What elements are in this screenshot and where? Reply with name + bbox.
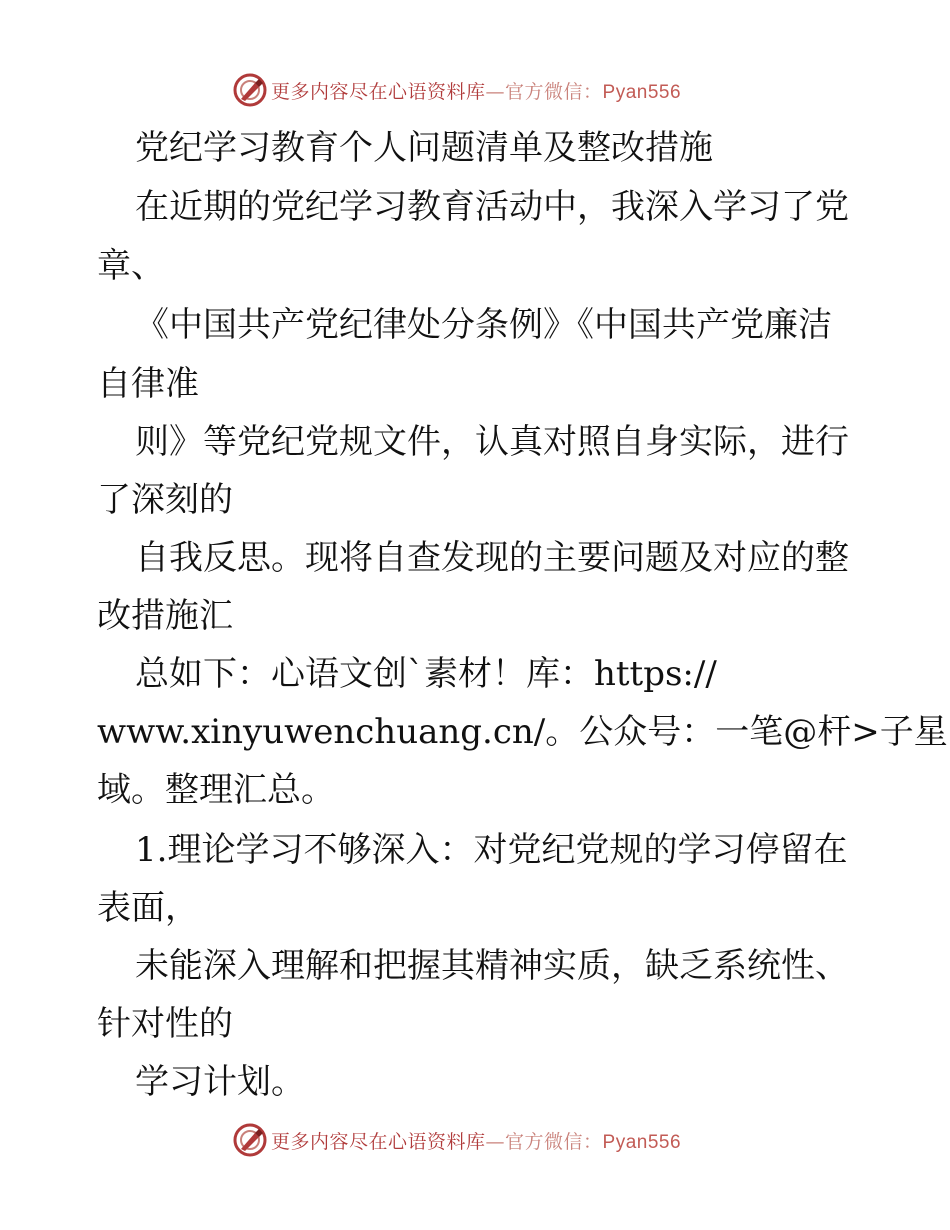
footer-banner [233, 1120, 713, 1160]
pen-logo-icon [233, 1123, 267, 1157]
document-title: 党纪学习教育个人问题清单及整改措施 [135, 128, 713, 168]
pen-logo-icon [233, 73, 267, 107]
text-line: 改措施汇 [97, 596, 233, 636]
text-line: 自我反思。现将自查发现的主要问题及对应的整 [135, 538, 849, 578]
text-line: 针对性的 [97, 1004, 233, 1044]
header-banner-text: 更多内容尽在心语资料库—官方微信：Pyan556 [271, 80, 682, 103]
footer-banner-text: 更多内容尽在心语资料库—官方微信：Pyan556 [271, 1130, 682, 1153]
text-line: 学习计划。 [135, 1062, 305, 1102]
text-line: 章、 [97, 246, 165, 286]
text-line: 则》等党纪党规文件，认真对照自身实际，进行 [135, 422, 849, 462]
text-line: 在近期的党纪学习教育活动中，我深入学习了党 [135, 187, 849, 227]
text-line: 了深刻的 [97, 480, 233, 520]
text-line: 《中国共产党纪律处分条例》《中国共产党廉洁 [135, 305, 832, 345]
text-line: 未能深入理解和把握其精神实质，缺乏系统性、 [135, 946, 849, 986]
text-line: 1.理论学习不够深入：对党纪党规的学习停留在 [135, 830, 848, 870]
text-line: 表面， [97, 888, 199, 928]
text-line: 自律准 [97, 364, 199, 404]
text-line: 域。整理汇总。 [97, 770, 335, 810]
text-line: www.xinyuwenchuang.cn/。公众号：一笔@杆>子星 [97, 712, 948, 752]
text-line: 总如下：心语文创`素材！库：https:// [135, 654, 717, 694]
header-banner [233, 70, 713, 110]
